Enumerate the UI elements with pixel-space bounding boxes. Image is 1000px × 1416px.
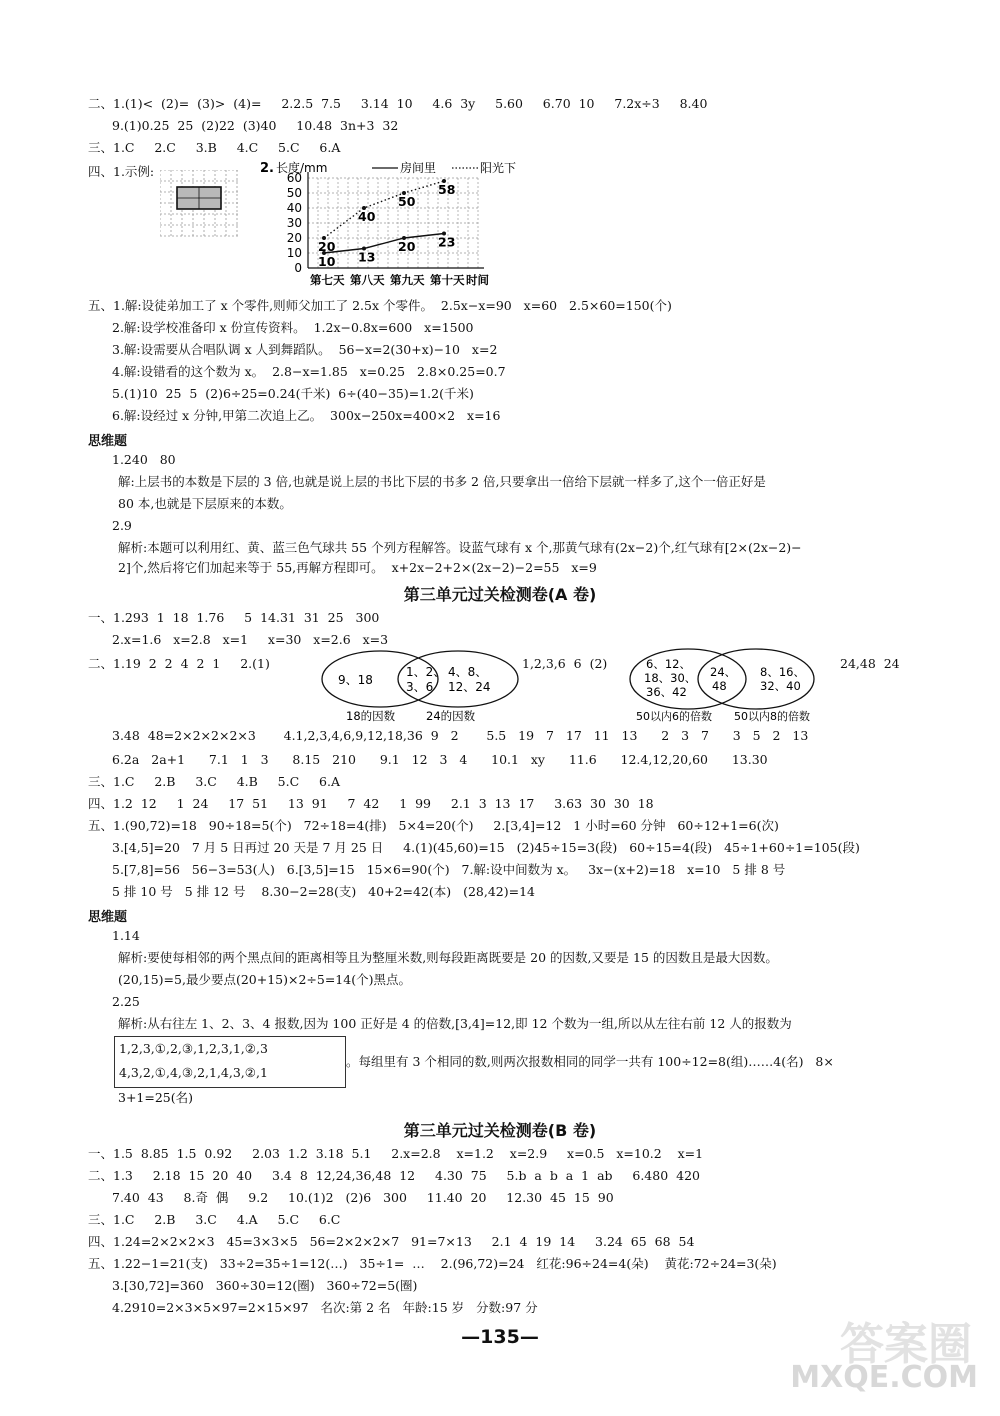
y-tick-label: 0 — [294, 261, 302, 275]
answer-line: 二、1.19 2 2 4 2 1 2.(1) — [88, 656, 270, 671]
answer-line: 80 本,也就是下层原来的本数。 — [118, 496, 292, 511]
y-tick-label: 30 — [286, 216, 302, 230]
answer-line: 2]个,然后将它们加起来等于 55,再解方程即可。 x+2x−2+2×(2x−2)−2=55 x=9 — [118, 560, 597, 575]
section-heading: 思维题 — [88, 434, 128, 449]
venn-diagram-factors — [318, 644, 528, 726]
answer-line: 五、1.(90,72)=18 90÷18=5(个) 72÷18=4(排) 5×4=20(个) 2.[3,4]=12 1 小时=60 分钟 60÷12+1=6(次) — [88, 818, 779, 833]
data-label: 40 — [358, 209, 376, 224]
data-label: 58 — [438, 182, 456, 197]
section-heading: 思维题 — [88, 910, 128, 925]
data-label: 50 — [398, 194, 416, 209]
answer-line: (20,15)=5,最少要点(20+15)×2÷5=14(个)黑点。 — [118, 972, 411, 987]
answer-line: 6.2a 2a+1 7.1 1 3 8.15 210 9.1 12 3 4 10.1 xy 11.6 12.4,12,20,60 13.30 — [112, 752, 768, 767]
answer-line: 3+1=25(名) — [118, 1090, 194, 1105]
y-tick-label: 20 — [286, 231, 302, 245]
report-row-1: 1,2,3,①,2,③,1,2,3,1,②,3 — [119, 1041, 268, 1056]
watermark-logo: 答案圈 — [840, 1319, 972, 1370]
x-axis-label: 时间 — [466, 273, 489, 286]
answer-line: 四、1.2 12 1 24 17 51 13 91 7 42 1 99 2.1 3 13 17 3.63 30 30 18 — [88, 796, 654, 811]
chart-prefix: 2. — [260, 161, 274, 176]
svg-text:1、2、: 1、2、 — [406, 665, 446, 679]
svg-text:8、16、: 8、16、 — [760, 665, 805, 679]
answer-line: 6.解:设经过 x 分钟,甲第二次追上乙。 300x−250x=400×2 x=16 — [112, 408, 501, 423]
svg-text:18、30、: 18、30、 — [644, 671, 697, 685]
answer-line: 9.(1)0.25 25 (2)22 (3)40 10.48 3n+3 32 — [112, 118, 399, 133]
y-tick-label: 40 — [286, 201, 302, 215]
svg-text:4、8、: 4、8、 — [448, 665, 488, 679]
answer-line: 三、1.C 2.B 3.C 4.B 5.C 6.A — [88, 774, 340, 789]
y-tick-label: 10 — [286, 246, 302, 260]
answer-line: 四、1.24=2×2×2×3 45=3×3×5 56=2×2×2×7 91=7×13 2.1 4 19 14 3.24 65 68 54 — [88, 1234, 695, 1249]
svg-text:48: 48 — [712, 679, 727, 693]
y-axis-label: 长度/mm — [276, 161, 328, 175]
data-label: 23 — [438, 234, 456, 250]
y-tick-label: 50 — [286, 186, 302, 200]
answer-line: 3.[30,72]=360 360÷30=12(圈) 360÷72=5(圈) — [112, 1278, 418, 1293]
x-tick-label: 第十天 — [430, 273, 465, 286]
answer-line: 5 排 10 号 5 排 12 号 8.30−2=28(支) 40+2=42(本) (28,42)=14 — [112, 884, 535, 899]
answer-line: 3.解:设需要从合唱队调 x 人到舞蹈队。 56−x=2(30+x)−10 x=2 — [112, 342, 498, 357]
line-chart — [258, 158, 538, 286]
svg-text:32、40: 32、40 — [760, 679, 801, 693]
answer-line: 二、1.(1)< (2)= (3)> (4)= 2.2.5 7.5 3.14 10 4.6 3y 5.60 6.70 10 7.2x÷3 8.40 — [88, 96, 708, 111]
answer-line: 7.40 43 8.奇 偶 9.2 10.(1)2 (2)6 300 11.40 20 12.30 45 15 90 — [112, 1190, 614, 1205]
answer-line: 二、1.3 2.18 15 20 40 3.4 8 12,24,36,48 12 4.30 75 5.b a b a 1 ab 6.480 420 — [88, 1168, 700, 1183]
chart-legend — [372, 160, 516, 175]
answer-line: 24,48 24 — [840, 656, 900, 671]
data-label: 20 — [398, 239, 416, 254]
answer-line: 1.240 80 — [112, 452, 176, 467]
answer-line: 五、1.22−1=21(支) 33÷2=35÷1=12(…) 35÷1= … 2.(96,72)=24 红花:96÷24=4(朵) 黄花:72÷24=3(朵) — [88, 1256, 777, 1271]
answer-line: 2.x=1.6 x=2.8 x=1 x=30 x=2.6 x=3 — [112, 632, 389, 647]
svg-text:12、24: 12、24 — [448, 680, 491, 694]
answer-line: 2.9 — [112, 518, 132, 533]
svg-text:24、: 24、 — [710, 665, 737, 679]
answer-line: 1,2,3,6 6 (2) — [522, 656, 608, 671]
answer-line: 解析:从右往左 1、2、3、4 报数,因为 100 正好是 4 的倍数,[3,4]=12,即 12 个数为一组,所以从左往右前 12 人的报数为 — [118, 1016, 792, 1031]
legend-label: 阳光下 — [480, 161, 517, 175]
section-title-b: 第三单元过关检测卷(B 卷) — [403, 1121, 597, 1140]
x-tick-label: 第七天 — [310, 273, 345, 286]
answer-line: 一、1.5 8.85 1.5 0.92 2.03 1.2 3.18 5.1 2.x=2.8 x=1.2 x=2.9 x=0.5 x=10.2 x=1 — [88, 1146, 704, 1161]
svg-text:9、18: 9、18 — [338, 673, 373, 687]
answer-line: 五、1.解:设徒弟加工了 x 个零件,则师父加工了 2.5x 个零件。 2.5x−x=90 x=60 2.5×60=150(个) — [88, 298, 672, 313]
x-tick-label: 第九天 — [390, 273, 425, 286]
svg-text:24的因数: 24的因数 — [426, 709, 476, 723]
answer-line: 解:上层书的本数是下层的 3 倍,也就是说上层的书比下层的书多 2 倍,只要拿出一倍给下层就一样多了,这个一倍正好是 — [118, 474, 766, 489]
grid-example — [160, 170, 242, 238]
svg-text:50以内8的倍数: 50以内8的倍数 — [734, 710, 810, 723]
svg-text:6、12、: 6、12、 — [646, 657, 691, 671]
data-label: 20 — [318, 239, 336, 254]
answer-line: 5.(1)10 25 5 (2)6÷25=0.24(千米) 6÷(40−35)=1.2(千米) — [112, 386, 474, 401]
answer-line: 。每组里有 3 个相同的数,则两次报数相同的同学一共有 100÷12=8(组)……4(名) 8× — [346, 1054, 834, 1069]
answer-line: 4.解:设错看的这个数为 x。 2.8−x=1.85 x=0.25 2.8×0.25=0.7 — [112, 364, 506, 379]
answer-line: 四、1.示例: — [88, 164, 155, 179]
legend-label: 房间里 — [400, 161, 437, 175]
answer-line: 解析:本题可以利用红、黄、蓝三色气球共 55 个列方程解答。设蓝气球有 x 个,那黄气球有(2x−2)个,红气球有[2×(2x−2)− — [118, 540, 802, 555]
answer-line: 3.[4,5]=20 7 月 5 日再过 20 天是 7 月 25 日 4.(1)(45,60)=15 (2)45÷15=3(段) 60÷15=4(段) 45÷1+60÷1=105(段) — [112, 840, 860, 855]
y-tick-label: 60 — [286, 171, 302, 185]
data-label: 13 — [358, 249, 376, 265]
svg-text:36、42: 36、42 — [646, 685, 687, 699]
report-number-box — [114, 1036, 346, 1088]
answer-line: 三、1.C 2.B 3.C 4.A 5.C 6.C — [88, 1212, 341, 1227]
svg-text:50以内6的倍数: 50以内6的倍数 — [636, 710, 712, 723]
series-line — [324, 181, 444, 238]
page-number: —135— — [461, 1326, 539, 1348]
svg-text:3、6: 3、6 — [406, 680, 434, 694]
answer-line: 一、1.293 1 18 1.76 5 14.31 31 25 300 — [88, 610, 380, 625]
answer-line: 3.48 48=2×2×2×2×3 4.1,2,3,4,6,9,12,18,36 9 2 5.5 19 7 17 11 13 2 3 7 3 5 2 13 — [112, 728, 809, 743]
series-line — [324, 234, 444, 254]
data-label: 10 — [318, 254, 336, 269]
answer-line: 5.[7,8]=56 56−3=53(人) 6.[3,5]=15 15×6=90(个) 7.解:设中间数为 x。 3x−(x+2)=18 x=10 5 排 8 号 — [112, 862, 786, 877]
answer-line: 2.解:设学校准备印 x 份宣传资料。 1.2x−0.8x=600 x=1500 — [112, 320, 474, 335]
answer-line: 三、1.C 2.C 3.B 4.C 5.C 6.A — [88, 140, 341, 155]
answer-line: 解析:要使每相邻的两个黑点间的距离相等且为整厘米数,则每段距离既要是 20 的因数,又要是 15 的因数且是最大因数。 — [118, 950, 778, 965]
answer-line: 2.25 — [112, 994, 140, 1009]
section-title-a: 第三单元过关检测卷(A 卷) — [403, 585, 597, 604]
venn-diagram-multiples — [626, 644, 836, 726]
x-tick-label: 第八天 — [350, 273, 385, 286]
watermark: MXQE.COM — [790, 1360, 978, 1395]
report-row-2: 4,3,2,①,4,③,2,1,4,3,②,1 — [119, 1065, 268, 1080]
svg-text:18的因数: 18的因数 — [346, 709, 396, 723]
answer-line: 1.14 — [112, 928, 140, 943]
answer-line: 4.2910=2×3×5×97=2×15×97 名次:第 2 名 年龄:15 岁 分数:97 分 — [112, 1300, 538, 1315]
